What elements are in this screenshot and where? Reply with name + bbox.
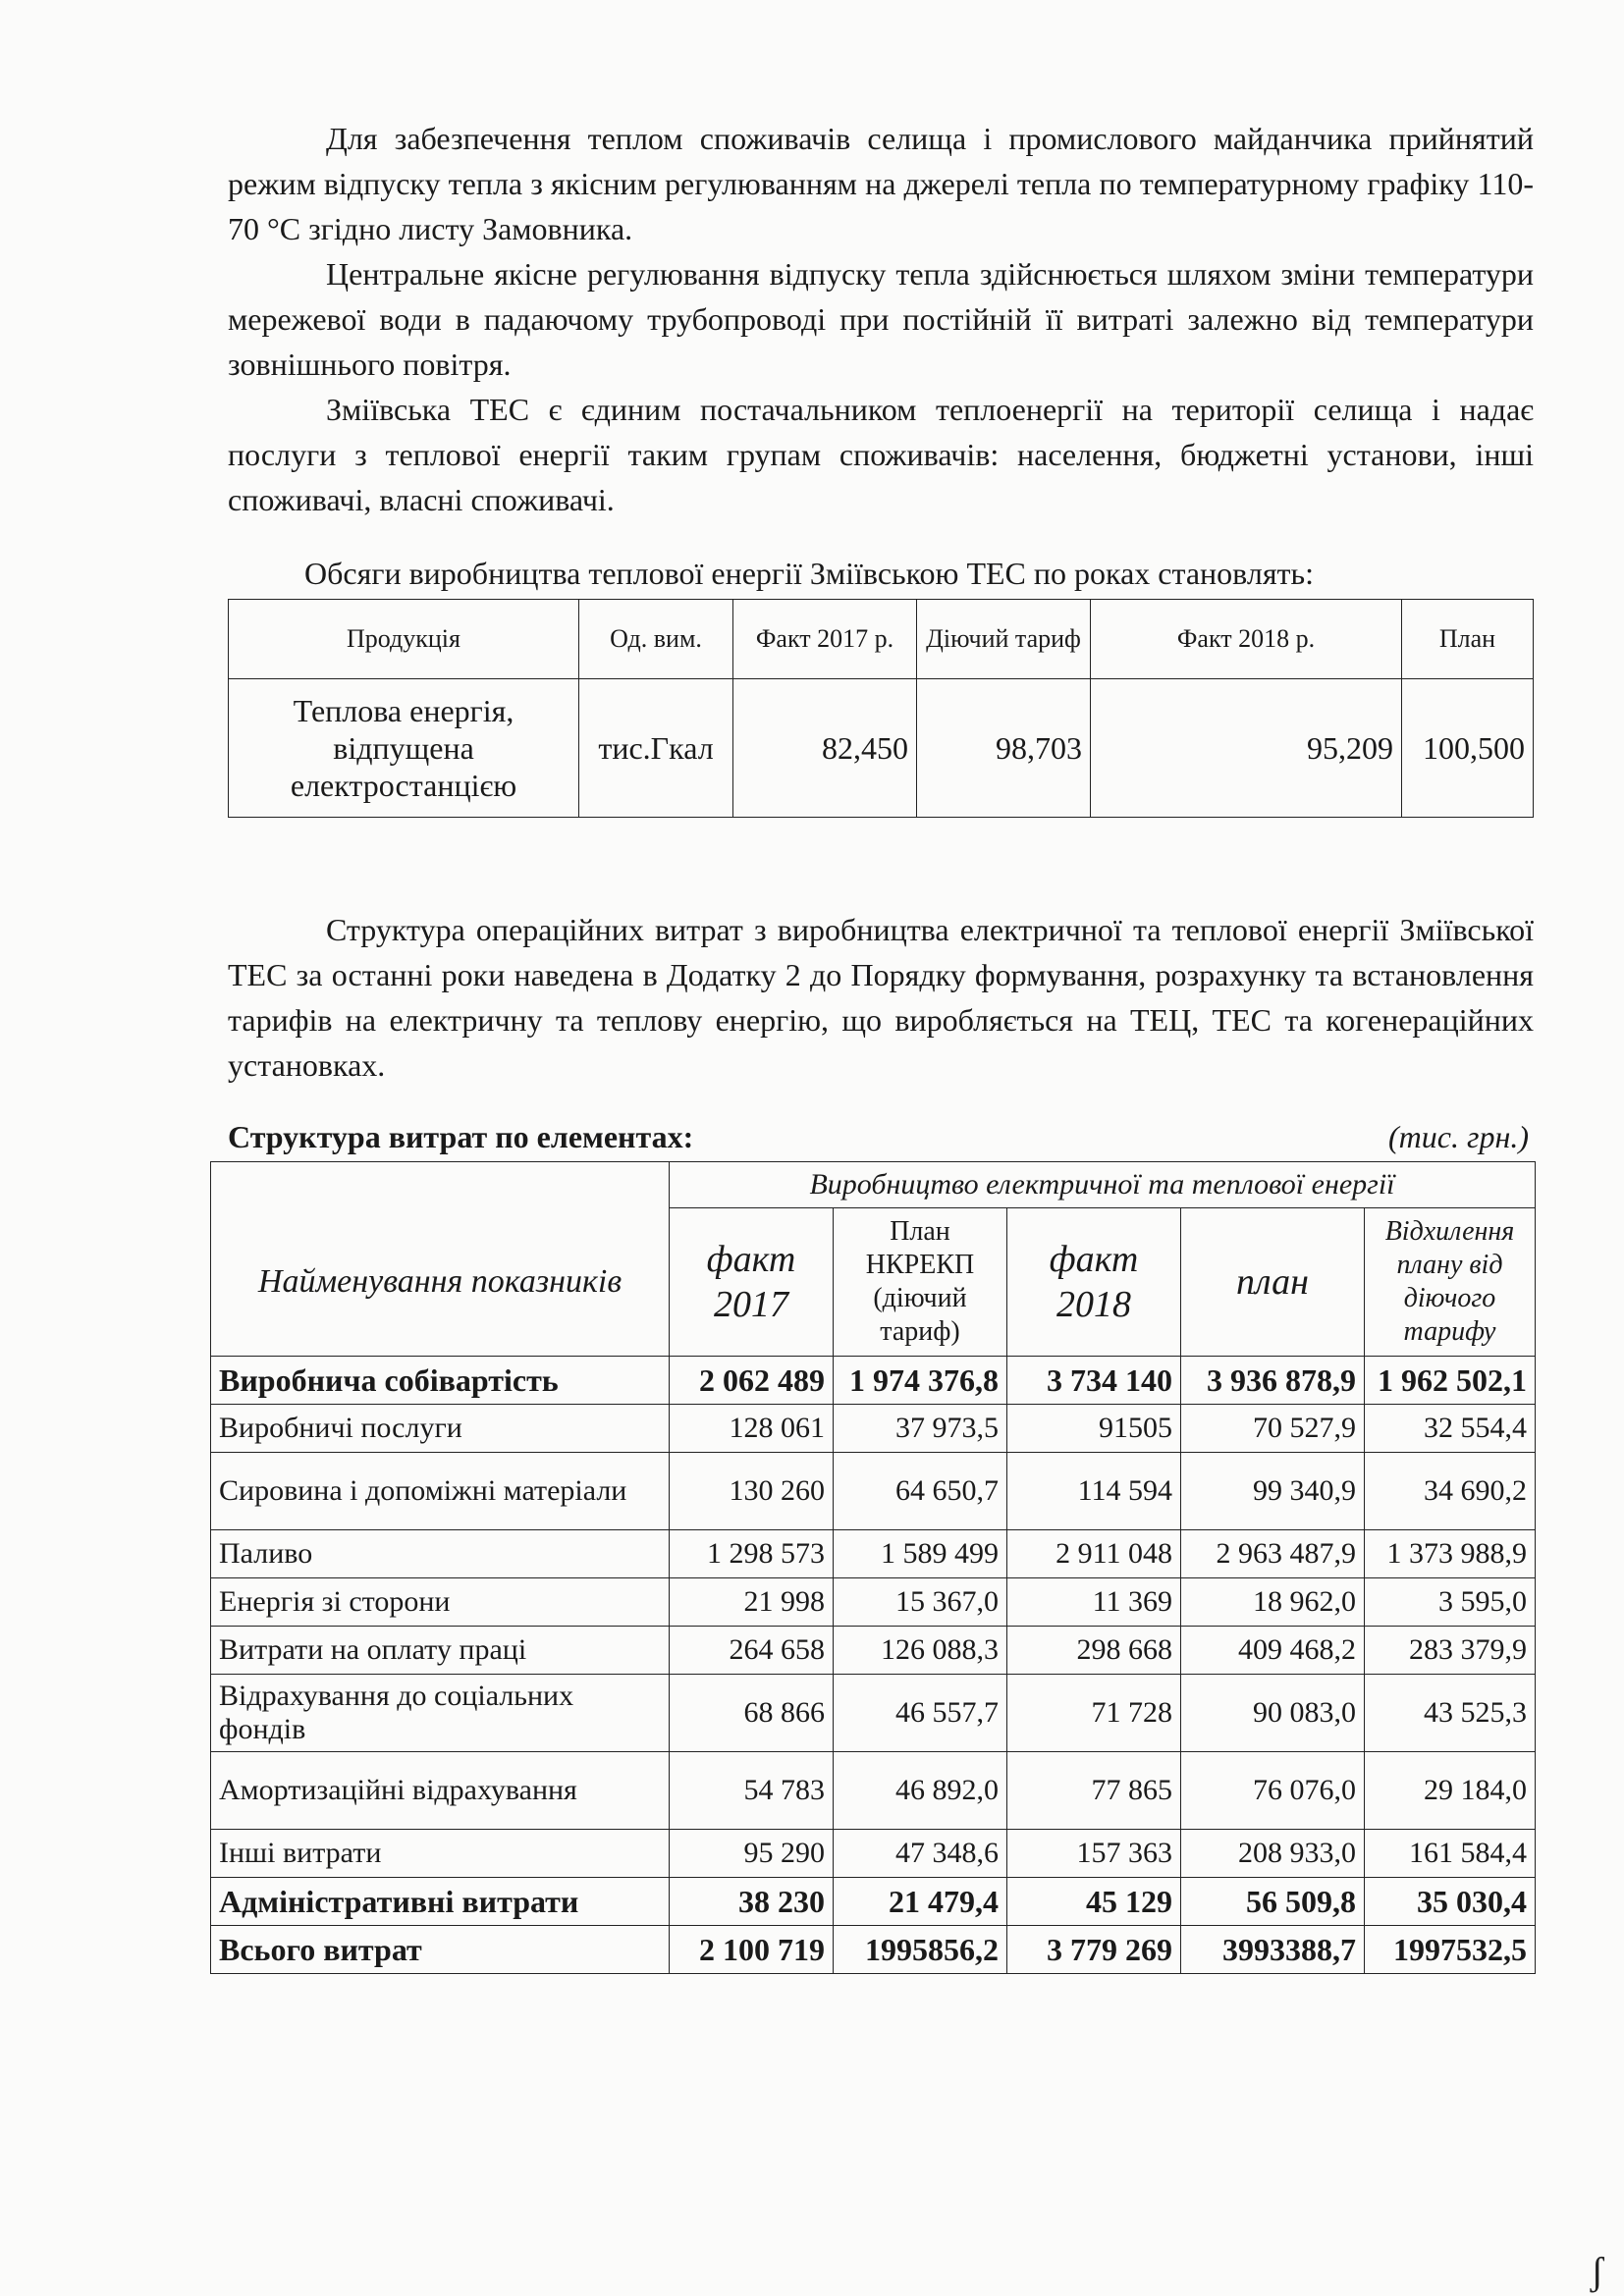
row-value: 68 866 (670, 1675, 834, 1752)
row-value: 3 595,0 (1365, 1578, 1536, 1627)
row-value: 208 933,0 (1181, 1830, 1365, 1878)
row-value: 3 936 878,9 (1181, 1357, 1365, 1405)
table-row (211, 1453, 1536, 1530)
row-value: 114 594 (1007, 1453, 1181, 1530)
row-value: 1 589 499 (834, 1530, 1007, 1578)
production-table (228, 599, 1534, 818)
row-value: 95 290 (670, 1830, 834, 1878)
header-indicator-name: Найменування показників (211, 1208, 670, 1357)
table-row (211, 1357, 1536, 1405)
row-name: Амортизаційні відрахування (211, 1752, 670, 1830)
costs-units: (тис. грн.) (1388, 1119, 1529, 1154)
row-value: 2 911 048 (1007, 1530, 1181, 1578)
row-value: 130 260 (670, 1453, 834, 1530)
row-name: Відрахування до соціальних фондів (211, 1675, 670, 1752)
row-value: 37 973,5 (834, 1405, 1007, 1453)
row-value: 71 728 (1007, 1675, 1181, 1752)
cell-fact-2018: 95,209 (1091, 679, 1402, 818)
production-row (229, 679, 1534, 818)
header-fact-2017: факт 2017 (670, 1208, 834, 1357)
row-value: 90 083,0 (1181, 1675, 1365, 1752)
row-value: 1 974 376,8 (834, 1357, 1007, 1405)
row-value: 70 527,9 (1181, 1405, 1365, 1453)
row-value: 3993388,7 (1181, 1926, 1365, 1974)
row-value: 43 525,3 (1365, 1675, 1536, 1752)
row-name: Сировина і допоміжні матеріали (211, 1453, 670, 1530)
row-name: Виробничі послуги (211, 1405, 670, 1453)
table-row (211, 1752, 1536, 1830)
row-value: 1 373 988,9 (1365, 1530, 1536, 1578)
row-value: 161 584,4 (1365, 1830, 1536, 1878)
row-value: 32 554,4 (1365, 1405, 1536, 1453)
header-fact-2017: Факт 2017 р. (733, 600, 917, 679)
row-value: 47 348,6 (834, 1830, 1007, 1878)
row-value: 35 030,4 (1365, 1878, 1536, 1926)
table-row (211, 1830, 1536, 1878)
row-value: 264 658 (670, 1627, 834, 1675)
costs-heading (228, 1119, 1529, 1155)
row-value: 46 892,0 (834, 1752, 1007, 1830)
costs-header-row (211, 1208, 1536, 1357)
production-lead: Обсяги виробництва теплової енергії Зміївською ТЕС по роках становлять: (304, 556, 1315, 591)
row-value: 56 509,8 (1181, 1878, 1365, 1926)
row-value: 64 650,7 (834, 1453, 1007, 1530)
costs-group-spacer (211, 1162, 670, 1208)
row-value: 46 557,7 (834, 1675, 1007, 1752)
row-value: 34 690,2 (1365, 1453, 1536, 1530)
costs-group-header-row (211, 1162, 1536, 1208)
row-name: Витрати на оплату праці (211, 1627, 670, 1675)
row-value: 29 184,0 (1365, 1752, 1536, 1830)
row-value: 21 998 (670, 1578, 834, 1627)
table-row (211, 1675, 1536, 1752)
header-deviation: Відхилення плану від діючого тарифу (1365, 1208, 1536, 1357)
row-value: 128 061 (670, 1405, 834, 1453)
header-product: Продукція (229, 600, 579, 679)
table-row (211, 1627, 1536, 1675)
production-header-row (229, 600, 1534, 679)
row-name: Всього витрат (211, 1926, 670, 1974)
row-value: 157 363 (1007, 1830, 1181, 1878)
row-value: 2 062 489 (670, 1357, 834, 1405)
row-value: 18 962,0 (1181, 1578, 1365, 1627)
row-name: Виробнича собівартість (211, 1357, 670, 1405)
row-value: 11 369 (1007, 1578, 1181, 1627)
row-value: 1995856,2 (834, 1926, 1007, 1974)
row-name: Енергія зі сторони (211, 1578, 670, 1627)
row-value: 1 962 502,1 (1365, 1357, 1536, 1405)
table-row (211, 1405, 1536, 1453)
costs-table (210, 1161, 1536, 1974)
paragraph-heat-supply: Для забезпечення теплом споживачів селища і промислового майданчика прийнятий режим відпуску тепла з якісним регулюванням на джерелі тепла по температурному графіку 110-70 °С згідно листу Замовника. (228, 121, 1534, 246)
row-value: 298 668 (1007, 1627, 1181, 1675)
table-row (211, 1926, 1536, 1974)
row-value: 283 379,9 (1365, 1627, 1536, 1675)
header-plan-nkrekp: План НКРЕКП (діючий тариф) (834, 1208, 1007, 1357)
table-row (211, 1878, 1536, 1926)
cell-product: Теплова енергія, відпущена електростанцією (229, 679, 579, 818)
table-row (211, 1578, 1536, 1627)
paragraph-regulation: Центральне якісне регулювання відпуску тепла здійснюється шляхом зміни температури мережевої води в падаючому трубопроводі при постійній її витраті залежно від температури зовнішнього повітря. (228, 256, 1534, 382)
cell-plan: 100,500 (1402, 679, 1534, 818)
row-value: 409 468,2 (1181, 1627, 1365, 1675)
corner-mark: ʃ (1591, 2249, 1604, 2293)
costs-body (211, 1357, 1536, 1974)
row-value: 54 783 (670, 1752, 834, 1830)
header-plan: план (1181, 1208, 1365, 1357)
row-value: 15 367,0 (834, 1578, 1007, 1627)
cell-fact-2017: 82,450 (733, 679, 917, 818)
row-value: 91505 (1007, 1405, 1181, 1453)
row-value: 1 298 573 (670, 1530, 834, 1578)
row-value: 3 779 269 (1007, 1926, 1181, 1974)
row-value: 2 963 487,9 (1181, 1530, 1365, 1578)
row-value: 1997532,5 (1365, 1926, 1536, 1974)
row-value: 45 129 (1007, 1878, 1181, 1926)
row-value: 76 076,0 (1181, 1752, 1365, 1830)
header-fact-2018: Факт 2018 р. (1091, 600, 1402, 679)
row-value: 3 734 140 (1007, 1357, 1181, 1405)
paragraph-supplier: Зміївська ТЕС є єдиним постачальником теплоенергії на території селища і надає послуги з теплової енергії таким групам споживачів: населення, бюджетні установи, інші споживачі, власні споживачі. (228, 392, 1534, 517)
row-value: 21 479,4 (834, 1878, 1007, 1926)
paragraph-structure: Структура операційних витрат з виробництва електричної та теплової енергії Зміївської ТЕС за останні роки наведена в Додатку 2 до Порядку формування, розрахунку та встановлення тарифів на електричну та теплову енергію, що виробляється на ТЕЦ, ТЕС та когенераційних установках. (228, 912, 1534, 1083)
row-value: 38 230 (670, 1878, 834, 1926)
row-value: 77 865 (1007, 1752, 1181, 1830)
costs-title: Структура витрат по елементах: (228, 1119, 694, 1154)
row-name: Адміністративні витрати (211, 1878, 670, 1926)
header-plan: План (1402, 600, 1534, 679)
header-current-tariff: Діючий тариф (917, 600, 1091, 679)
table-row (211, 1530, 1536, 1578)
row-name: Інші витрати (211, 1830, 670, 1878)
cell-current-tariff: 98,703 (917, 679, 1091, 818)
row-value: 99 340,9 (1181, 1453, 1365, 1530)
costs-group-header: Виробництво електричної та теплової енергії (670, 1162, 1536, 1208)
row-value: 126 088,3 (834, 1627, 1007, 1675)
header-unit: Од. вим. (579, 600, 733, 679)
header-fact-2018: факт 2018 (1007, 1208, 1181, 1357)
row-value: 2 100 719 (670, 1926, 834, 1974)
row-name: Паливо (211, 1530, 670, 1578)
cell-unit: тис.Гкал (579, 679, 733, 818)
